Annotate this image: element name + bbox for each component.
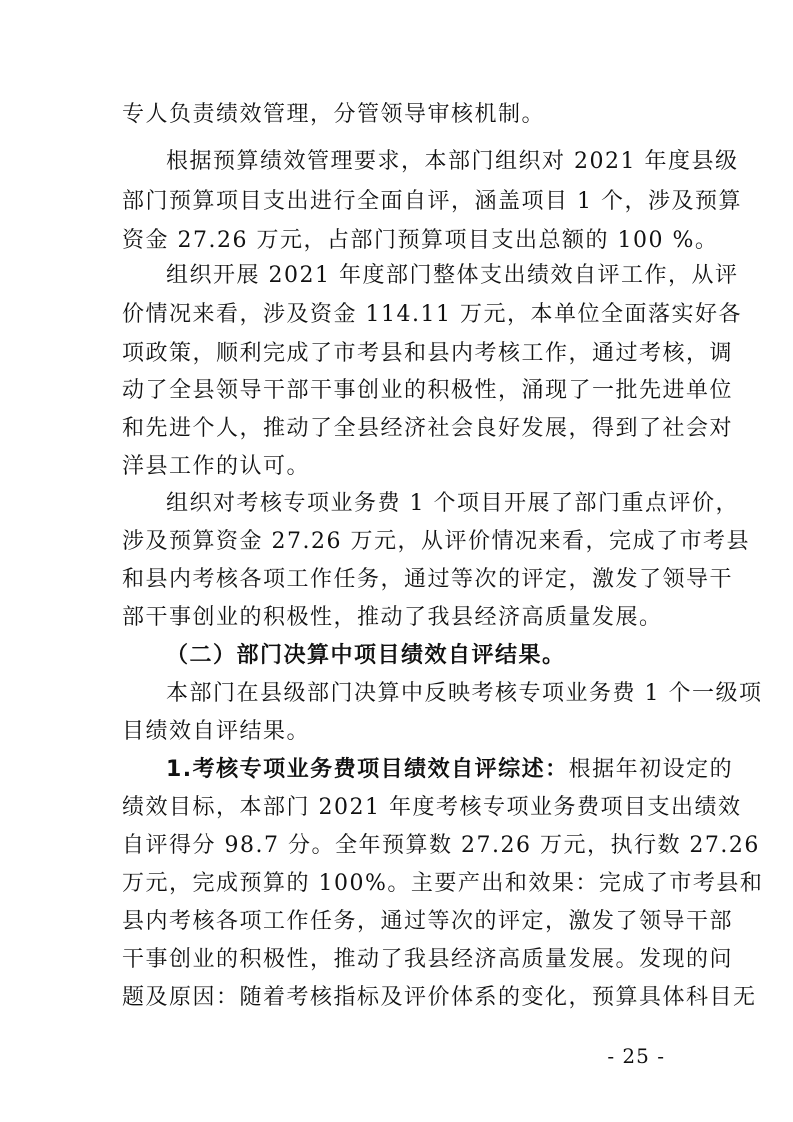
text-line: 目绩效自评结果。 <box>122 719 311 744</box>
subsection-heading: 1.考核专项业务费项目绩效自评综述： <box>166 757 569 782</box>
text-line: 部门预算项目支出进行全面自评，涵盖项目 1 个，涉及预算 <box>122 189 742 214</box>
text-line: 县内考核各项工作任务，通过等次的评定，激发了领导干部 <box>122 909 734 934</box>
text-line: 自评得分 98.7 分。全年预算数 27.26 万元，执行数 27.26 <box>122 833 760 858</box>
text-line: 资金 27.26 万元，占部门预算项目支出总额的 100 %。 <box>122 228 719 253</box>
text-line: 项政策，顺利完成了市考县和县内考核工作，通过考核，调 <box>122 341 734 366</box>
text-line: 动了全县领导干部干事创业的积极性，涌现了一批先进单位 <box>122 378 734 403</box>
text-line: 万元，完成预算的 100%。主要产出和效果：完成了市考县和 <box>122 871 764 896</box>
text-line: 专人负责绩效管理，分管领导审核机制。 <box>122 102 546 127</box>
text-line: 绩效目标，本部门 2021 年度考核专项业务费项目支出绩效 <box>122 795 742 820</box>
text-line: 部干事创业的积极性，推动了我县经济高质量发展。 <box>122 605 663 630</box>
text-line: 根据预算绩效管理要求，本部门组织对 2021 年度县级 <box>166 149 739 174</box>
text-line: 洋县工作的认可。 <box>122 454 311 479</box>
text-run: 根据年初设定的 <box>568 757 734 782</box>
text-line: 干事创业的积极性，推动了我县经济高质量发展。发现的问 <box>122 947 734 972</box>
text-line: 和先进个人，推动了全县经济社会良好发展，得到了社会对 <box>122 416 734 441</box>
text-line: 组织对考核专项业务费 1 个项目开展了部门重点评价， <box>166 491 739 516</box>
text-line: 题及原因：随着考核指标及评价体系的变化，预算具体科目无 <box>122 985 757 1010</box>
text-line: 和县内考核各项工作任务，通过等次的评定，激发了领导干 <box>122 567 734 592</box>
section-heading: （二）部门决算中项目绩效自评结果。 <box>166 643 566 668</box>
subsection-line <box>166 755 734 785</box>
text-line: 价情况来看，涉及资金 114.11 万元，本单位全面落实好各 <box>122 302 742 327</box>
page-number: - 25 - <box>607 1044 665 1068</box>
text-line: 本部门在县级部门决算中反映考核专项业务费 1 个一级项 <box>166 681 763 706</box>
text-line: 组织开展 2021 年度部门整体支出绩效自评工作，从评 <box>166 263 739 288</box>
text-line: 涉及预算资金 27.26 万元，从评价情况来看，完成了市考县 <box>122 529 750 554</box>
